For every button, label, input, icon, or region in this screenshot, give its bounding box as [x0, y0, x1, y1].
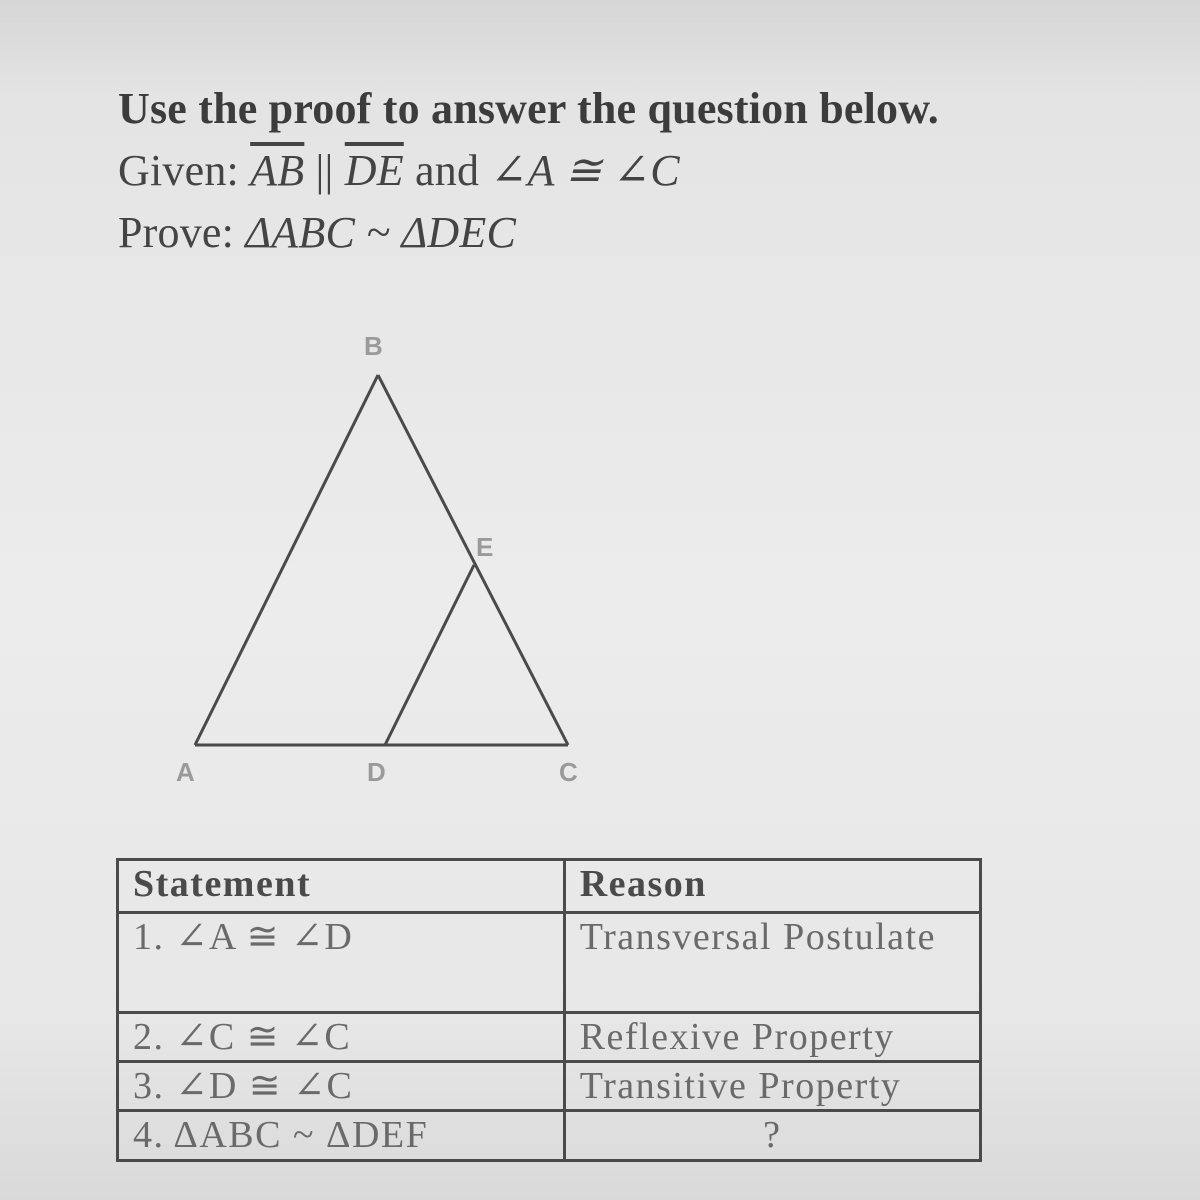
- reason-cell: Transitive Property: [564, 1062, 980, 1111]
- vertex-label-c: C: [559, 757, 578, 787]
- proof-table: [116, 858, 982, 1162]
- parallel-symbol: ||: [315, 146, 334, 195]
- reason-cell: Reflexive Property: [564, 1013, 980, 1062]
- vertex-label-a: A: [176, 757, 195, 787]
- segment-de-line: [385, 565, 474, 745]
- table-header-row: [118, 860, 981, 913]
- reason-cell: Transversal Postulate: [564, 913, 980, 1013]
- statement-cell: 2. ∠C ≅ ∠C: [118, 1013, 565, 1062]
- vertex-label-d: D: [367, 757, 386, 787]
- reason-header: Reason: [564, 860, 980, 913]
- prove-statement: ΔABC ~ ΔDEC: [245, 208, 517, 257]
- given-and: and: [415, 146, 480, 195]
- table-row: [118, 913, 981, 1013]
- instruction-text: Use the proof to answer the question below.: [118, 84, 939, 133]
- table-row: [118, 1111, 981, 1161]
- table-row: [118, 1013, 981, 1062]
- statement-cell: 3. ∠D ≅ ∠C: [118, 1062, 565, 1111]
- segment-ab: $\overline{AB}$: [250, 146, 305, 195]
- table-row: [118, 1062, 981, 1111]
- segment-ab-line: [195, 375, 378, 745]
- given-label: Given:: [118, 146, 239, 195]
- statement-cell: 4. ΔABC ~ ΔDEF: [118, 1111, 565, 1161]
- reason-cell-unknown: ?: [564, 1111, 980, 1161]
- segment-bc-line: [378, 375, 568, 745]
- statement-cell: 1. ∠A ≅ ∠D: [118, 913, 565, 1013]
- given-angle-congruence: ∠A ≅ ∠C: [490, 146, 680, 195]
- vertex-label-b: B: [364, 331, 383, 361]
- segment-de: $\overline{DE}$: [344, 146, 404, 195]
- statement-header: Statement: [118, 860, 565, 913]
- prove-label: Prove:: [118, 208, 235, 257]
- vertex-label-e: E: [476, 532, 494, 562]
